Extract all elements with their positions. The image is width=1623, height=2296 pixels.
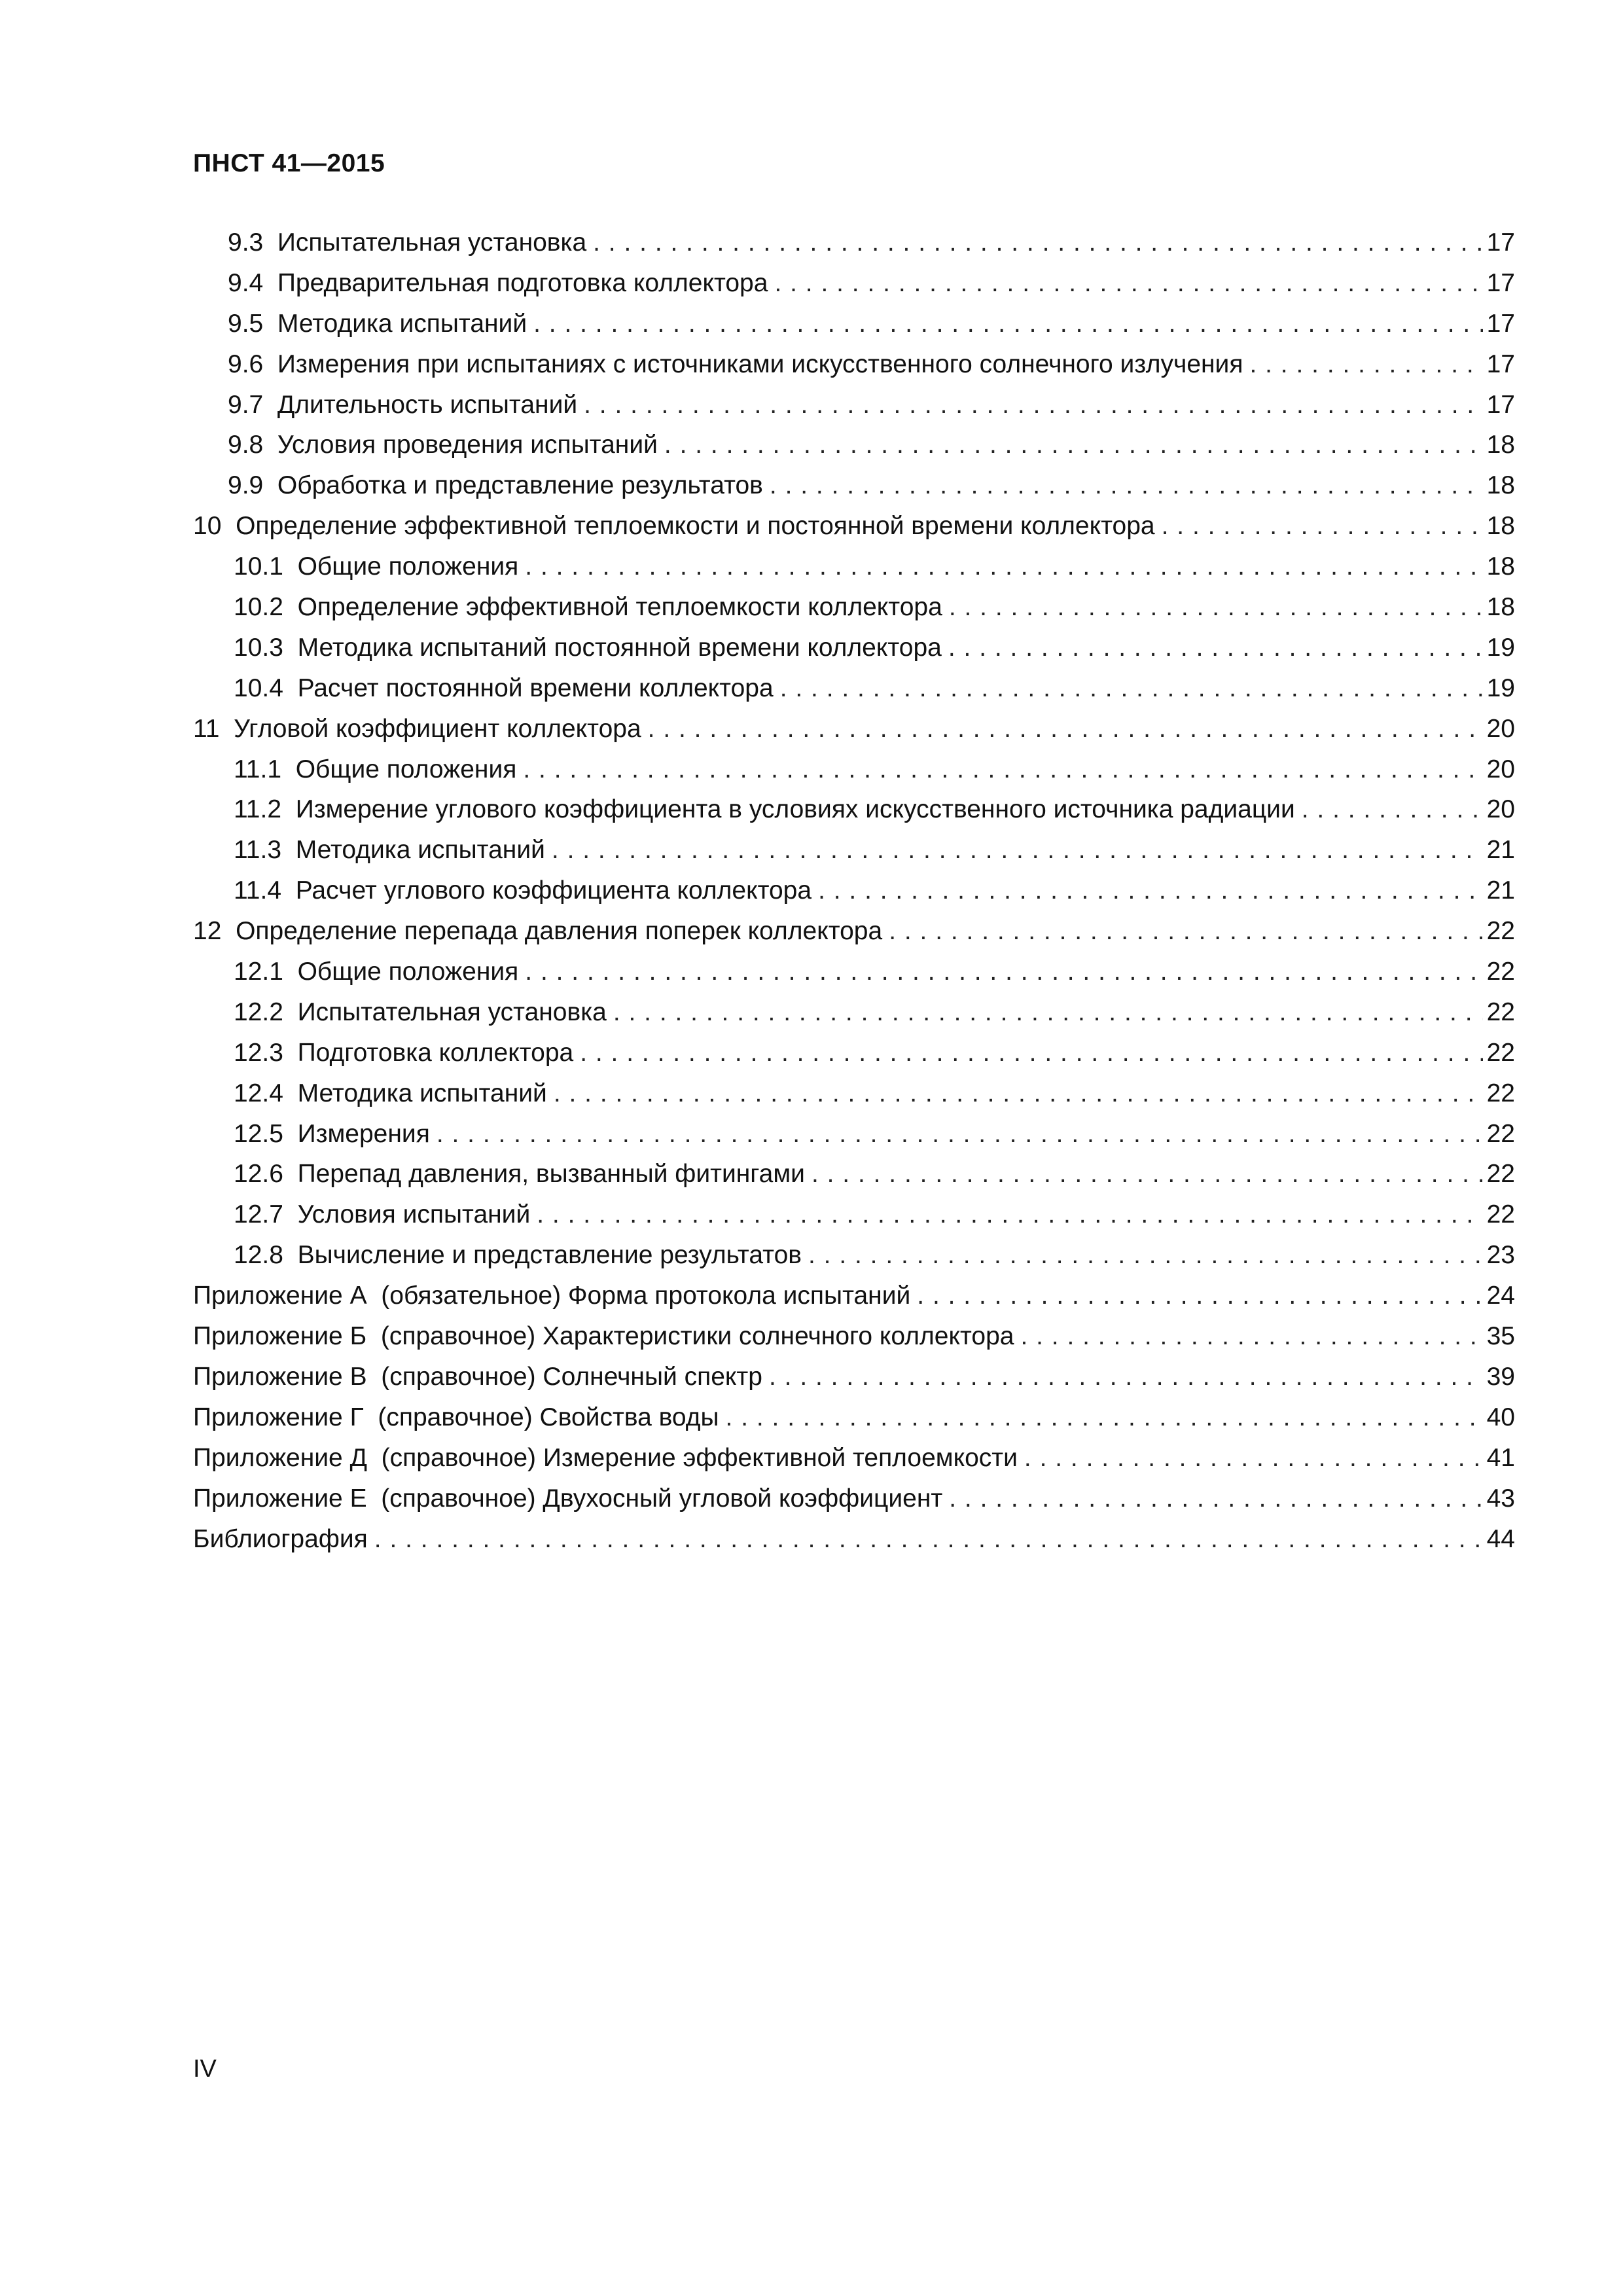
toc-entry[interactable] — [193, 465, 1515, 506]
toc-entry-title — [193, 1276, 910, 1316]
toc-entry-text: Методика испытаний постоянной времени коллектора — [297, 633, 942, 662]
toc-leader-dots — [812, 1154, 1483, 1194]
toc-entry[interactable] — [193, 1479, 1515, 1519]
toc-leader-dots — [1249, 344, 1482, 385]
toc-entry[interactable] — [193, 1316, 1515, 1357]
toc-entry-page: 22 — [1486, 997, 1515, 1026]
toc-entry-title — [234, 749, 516, 790]
toc-entry-text: Общие положения — [297, 958, 519, 986]
toc-leader-dots — [525, 547, 1482, 587]
document-id-header: ПНСТ 41—2015 — [193, 149, 385, 177]
toc-leader-dots — [525, 952, 1482, 992]
toc-entry-page: 18 — [1486, 593, 1515, 622]
toc-leader-dots — [613, 992, 1483, 1033]
toc-entry[interactable] — [193, 547, 1515, 587]
toc-entry-title — [234, 870, 812, 911]
toc-entry-text: Испытательная установка — [297, 997, 607, 1026]
toc-entry-number: 10.3 — [234, 633, 283, 662]
toc-entry-page: 18 — [1486, 431, 1515, 459]
toc-entry-page: 17 — [1486, 268, 1515, 297]
toc-leader-dots — [552, 830, 1483, 870]
toc-entry-number: 11.3 — [234, 836, 282, 865]
toc-leader-dots — [1024, 1438, 1483, 1479]
toc-entry[interactable] — [193, 1194, 1515, 1235]
toc-entry-title — [193, 1397, 719, 1438]
toc-entry-page: 19 — [1486, 673, 1515, 702]
toc-entry-text: Длительность испытаний — [277, 390, 578, 419]
page-number: IV — [193, 2055, 217, 2083]
toc-leader-dots — [648, 709, 1483, 749]
toc-entry-title — [228, 385, 577, 425]
toc-entry-title — [193, 1479, 942, 1519]
toc-leader-dots — [537, 1194, 1482, 1235]
toc-entry-number: 12.1 — [234, 958, 283, 986]
toc-entry-number: 12.2 — [234, 997, 283, 1026]
toc-entry-title — [193, 709, 641, 749]
toc-leader-dots — [808, 1235, 1483, 1276]
toc-entry-page: 22 — [1486, 1160, 1515, 1189]
toc-entry[interactable] — [193, 506, 1515, 547]
toc-entry[interactable] — [193, 789, 1515, 830]
toc-entry-number: 12.5 — [234, 1119, 283, 1148]
toc-entry-text: Предварительная подготовка коллектора — [277, 268, 768, 297]
toc-leader-dots — [769, 1357, 1483, 1397]
toc-leader-dots — [774, 263, 1482, 304]
toc-entry-number: 12.4 — [234, 1079, 283, 1107]
toc-leader-dots — [780, 668, 1483, 709]
toc-entry[interactable] — [193, 263, 1515, 304]
toc-entry-number: 9.3 — [228, 228, 264, 257]
toc-leader-dots — [437, 1114, 1483, 1155]
toc-entry-number: 10.4 — [234, 673, 283, 702]
toc-entry-text: Общие положения — [297, 552, 519, 581]
toc-entry-page: 22 — [1486, 1119, 1515, 1148]
toc-entry-page: 20 — [1486, 755, 1515, 783]
toc-leader-dots — [580, 1033, 1482, 1073]
toc-leader-dots — [533, 304, 1482, 344]
toc-entry-title — [234, 952, 518, 992]
toc-entry-title — [234, 587, 942, 628]
toc-leader-dots — [949, 587, 1483, 628]
toc-entry-title — [234, 1154, 805, 1194]
toc-entry[interactable] — [193, 1114, 1515, 1155]
toc-entry[interactable] — [193, 709, 1515, 749]
toc-entry-page: 20 — [1486, 714, 1515, 743]
toc-entry-text: Перепад давления, вызванный фитингами — [297, 1160, 805, 1189]
toc-entry-page: 43 — [1486, 1484, 1515, 1513]
toc-entry-title — [234, 1235, 802, 1276]
toc-entry-number: 9.4 — [228, 268, 264, 297]
toc-leader-dots — [664, 425, 1483, 465]
toc-entry-text: (справочное) Двухосный угловой коэффициент — [381, 1484, 943, 1513]
toc-entry-text: (справочное) Характеристики солнечного коллектора — [380, 1322, 1014, 1351]
toc-entry-page: 22 — [1486, 1038, 1515, 1067]
toc-entry-title — [228, 223, 586, 263]
toc-leader-dots — [584, 385, 1482, 425]
toc-entry-page: 18 — [1486, 552, 1515, 581]
toc-leader-dots — [554, 1073, 1483, 1114]
toc-entry[interactable] — [193, 952, 1515, 992]
toc-entry[interactable] — [193, 587, 1515, 628]
toc-entry-page: 18 — [1486, 512, 1515, 541]
toc-leader-dots — [949, 1479, 1482, 1519]
toc-entry-page: 35 — [1486, 1322, 1515, 1351]
toc-entry-page: 40 — [1486, 1403, 1515, 1431]
toc-entry-page: 21 — [1486, 836, 1515, 865]
toc-entry-page: 39 — [1486, 1362, 1515, 1391]
toc-entry-number: Приложение А — [193, 1282, 367, 1310]
toc-entry-text: (справочное) Солнечный спектр — [381, 1362, 762, 1391]
toc-entry[interactable] — [193, 870, 1515, 911]
toc-entry-number: 10.2 — [234, 593, 283, 622]
toc-leader-dots — [1020, 1316, 1482, 1357]
toc-entry[interactable] — [193, 1235, 1515, 1276]
toc-entry-number: 11.4 — [234, 876, 282, 905]
toc-entry[interactable] — [193, 223, 1515, 263]
toc-entry-text: Условия испытаний — [297, 1200, 531, 1229]
toc-entry-number: 11.2 — [234, 795, 282, 824]
toc-entry-text: Подготовка коллектора — [297, 1038, 574, 1067]
toc-entry-title — [234, 789, 1295, 830]
toc-entry-page: 24 — [1486, 1282, 1515, 1310]
toc-entry-page: 20 — [1486, 795, 1515, 824]
toc-entry-page: 18 — [1486, 471, 1515, 500]
toc-entry-text: (справочное) Измерение эффективной теплоемкости — [381, 1443, 1018, 1472]
toc-entry-text: Вычисление и представление результатов — [297, 1241, 802, 1270]
toc-entry-page: 17 — [1486, 228, 1515, 257]
toc-entry[interactable] — [193, 830, 1515, 870]
toc-entry-page: 21 — [1486, 876, 1515, 905]
toc-entry[interactable] — [193, 1397, 1515, 1438]
toc-entry-text: Обработка и представление результатов — [277, 471, 763, 500]
toc-entry-number: 11.1 — [234, 755, 282, 783]
toc-leader-dots — [917, 1276, 1482, 1316]
toc-entry-text: Методика испытаний — [295, 836, 545, 865]
toc-entry-text: (обязательное) Форма протокола испытаний — [381, 1282, 911, 1310]
toc-leader-dots — [818, 870, 1483, 911]
toc-leader-dots — [523, 749, 1482, 790]
toc-entry-text: Методика испытаний — [297, 1079, 547, 1107]
toc-entry-number: 9.5 — [228, 309, 264, 338]
toc-entry-title — [234, 1073, 547, 1114]
toc-entry[interactable] — [193, 911, 1515, 952]
toc-entry-number: Приложение Д — [193, 1443, 367, 1472]
toc-leader-dots — [1162, 506, 1483, 547]
toc-entry-text: Общие положения — [295, 755, 517, 783]
toc-entry[interactable] — [193, 1073, 1515, 1114]
toc-entry-page: 17 — [1486, 390, 1515, 419]
toc-entry-title — [228, 425, 658, 465]
toc-entry[interactable] — [193, 1276, 1515, 1316]
toc-entry-title — [193, 1438, 1018, 1479]
toc-entry[interactable] — [193, 304, 1515, 344]
toc-entry-text: Определение эффективной теплоемкости коллектора — [297, 593, 942, 622]
toc-entry-number: 12.6 — [234, 1160, 283, 1189]
toc-entry[interactable] — [193, 749, 1515, 790]
toc-entry-text: Расчет постоянной времени коллектора — [297, 673, 774, 702]
toc-entry-title — [234, 547, 518, 587]
toc-entry[interactable] — [193, 992, 1515, 1033]
toc-entry[interactable] — [193, 425, 1515, 465]
toc-entry-page: 22 — [1486, 958, 1515, 986]
toc-entry-number: 12.7 — [234, 1200, 283, 1229]
toc-entry[interactable] — [193, 1033, 1515, 1073]
toc-entry-text: Методика испытаний — [277, 309, 527, 338]
toc-entry-number: 11 — [193, 714, 220, 743]
table-of-contents — [193, 223, 1515, 1559]
toc-entry-page: 19 — [1486, 633, 1515, 662]
toc-entry-title — [234, 668, 774, 709]
toc-entry-number: 9.7 — [228, 390, 264, 419]
toc-entry-text: (справочное) Свойства воды — [378, 1403, 719, 1431]
toc-entry-page: 23 — [1486, 1241, 1515, 1270]
toc-entry-title — [193, 506, 1155, 547]
toc-entry[interactable] — [193, 1519, 1515, 1560]
toc-entry-number: 9.8 — [228, 431, 264, 459]
toc-entry-page: 41 — [1486, 1443, 1515, 1472]
toc-entry-number: 12.8 — [234, 1241, 283, 1270]
toc-entry-number: Приложение В — [193, 1362, 367, 1391]
toc-entry-number: 9.9 — [228, 471, 264, 500]
toc-entry[interactable] — [193, 1357, 1515, 1397]
toc-leader-dots — [1302, 789, 1483, 830]
toc-entry-page: 17 — [1486, 309, 1515, 338]
toc-entry-title — [234, 1194, 530, 1235]
toc-entry-title — [234, 628, 942, 668]
toc-entry-text: Измерения — [297, 1119, 430, 1148]
toc-entry-title — [193, 911, 882, 952]
toc-entry-number: 10 — [193, 512, 222, 541]
toc-entry-text: Угловой коэффициент коллектора — [234, 714, 641, 743]
toc-entry[interactable] — [193, 628, 1515, 668]
toc-entry-title — [234, 1033, 573, 1073]
toc-entry[interactable] — [193, 385, 1515, 425]
toc-entry-number: Приложение Г — [193, 1403, 364, 1431]
toc-entry-number: 9.6 — [228, 350, 264, 378]
toc-entry-title — [193, 1316, 1014, 1357]
toc-entry-title — [228, 465, 763, 506]
toc-entry-page: 22 — [1486, 1079, 1515, 1107]
toc-entry-page: 44 — [1486, 1524, 1515, 1553]
toc-entry[interactable] — [193, 1154, 1515, 1194]
toc-entry-title — [234, 830, 545, 870]
toc-leader-dots — [726, 1397, 1483, 1438]
toc-entry-number: 10.1 — [234, 552, 283, 581]
toc-entry-page: 22 — [1486, 1200, 1515, 1229]
toc-leader-dots — [948, 628, 1483, 668]
toc-entry-title — [228, 344, 1243, 385]
toc-entry-number: Приложение Б — [193, 1322, 367, 1351]
toc-entry-text: Определение перепада давления поперек коллектора — [236, 917, 883, 946]
toc-entry-title — [234, 992, 607, 1033]
toc-entry-title — [228, 304, 527, 344]
toc-entry-text: Определение эффективной теплоемкости и постоянной времени коллектора — [236, 512, 1155, 541]
toc-leader-dots — [770, 465, 1483, 506]
toc-leader-dots — [889, 911, 1482, 952]
toc-leader-dots — [374, 1519, 1483, 1560]
toc-entry-page: 22 — [1486, 917, 1515, 946]
toc-entry-text: Испытательная установка — [277, 228, 587, 257]
toc-entry-text: Расчет углового коэффициента коллектора — [295, 876, 812, 905]
toc-entry-number: 12 — [193, 917, 222, 946]
toc-entry-text: Измерение углового коэффициента в условиях искусственного источника радиации — [295, 795, 1295, 824]
toc-entry-title — [228, 263, 768, 304]
toc-entry-title — [234, 1114, 430, 1155]
toc-entry-text: Условия проведения испытаний — [277, 431, 658, 459]
toc-entry-text: Библиография — [193, 1524, 368, 1553]
toc-entry[interactable] — [193, 668, 1515, 709]
toc-entry-title — [193, 1519, 368, 1560]
toc-entry-title — [193, 1357, 762, 1397]
toc-entry-number: 12.3 — [234, 1038, 283, 1067]
toc-entry-number: Приложение Е — [193, 1484, 367, 1513]
toc-leader-dots — [593, 223, 1482, 263]
toc-entry[interactable] — [193, 344, 1515, 385]
toc-entry-page: 17 — [1486, 350, 1515, 378]
toc-entry-text: Измерения при испытаниях с источниками искусственного солнечного излучения — [277, 350, 1243, 378]
toc-entry[interactable] — [193, 1438, 1515, 1479]
